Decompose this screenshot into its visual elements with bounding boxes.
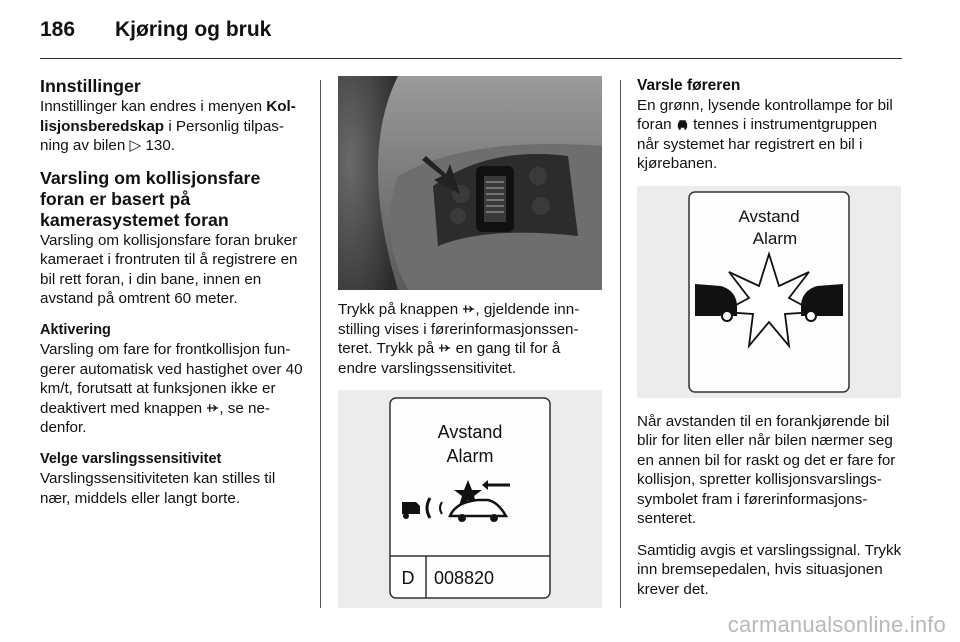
text: tennes i instrumentgruppen når systemet har registrert en bil i kjørebanen.: [637, 116, 878, 172]
column-1: [40, 76, 305, 520]
menu-name: Kollisjonsberedskap: [40, 98, 296, 135]
alarm-line-2: Alarm: [752, 228, 798, 248]
paragraph-warn-driver: [637, 96, 902, 174]
collision-alarm-illustration: [637, 186, 901, 398]
paragraph-settings: [40, 97, 305, 156]
text: Trykk på knappen: [338, 301, 463, 318]
heading-sensitivity: Velge varslingssensitivitet: [40, 450, 222, 467]
alarm-line-1: Avstand: [738, 206, 800, 226]
text: , se nedenfor.: [40, 399, 270, 436]
text: Varsling om fare for frontkollisjon fungerer automatisk ved hastighet over 40 km/t, forutsatt at funksjonen ikke er deaktivert med knappen: [40, 341, 303, 417]
display-line-2: Alarm: [446, 446, 494, 466]
column-2: [338, 76, 603, 608]
column-divider-1: [320, 80, 321, 608]
collision-alert-button-icon: [206, 402, 219, 414]
column-3: [637, 76, 902, 611]
odometer: 008820: [434, 568, 495, 588]
text: En grønn, lysende kontrollampe for bil foran: [637, 96, 893, 133]
paragraph-too-close: Når avstanden til en forankjørende bil blir for liten eller når bilen nærmer seg en annen bil for raskt og det er fare for kollisjon, spretter kollisjonsvarslingssymbolet fram i førerinformasjonssenteret.: [637, 412, 896, 527]
column-divider-2: [620, 80, 621, 608]
driver-info-display-illustration: [338, 390, 602, 608]
steering-wheel-illustration: [338, 76, 602, 290]
gear-indicator: D: [401, 568, 415, 588]
heading-warn-driver: Varsle føreren: [637, 77, 741, 94]
heading-warning: Varsling om kollisjonsfare foran er basert på kamerasystemet foran: [40, 167, 261, 230]
vehicle-ahead-indicator-icon: [676, 118, 689, 130]
text: i Personlig tilpasning av bilen: [40, 117, 284, 154]
collision-alert-button-icon: [462, 303, 475, 315]
paragraph-sensitivity: Varslingssensitiviteten kan stilles til nær, middels eller langt borte.: [40, 470, 276, 507]
heading-settings: Innstillinger: [40, 76, 141, 96]
header-rule: [40, 58, 902, 59]
page-number: 186: [40, 18, 76, 41]
paragraph-warning: Varsling om kollisjonsfare foran bruker kameraet i frontruten til å registrere en bil rett foran, i din bane, innen en avstand på omtrent 60 meter.: [40, 231, 298, 307]
page-ref-arrow-icon: ▷: [129, 137, 146, 154]
text: , gjeldende innstilling vises i førerinformasjonssenteret. Trykk på: [338, 301, 580, 357]
watermark: carmanualsonline.info: [727, 612, 946, 637]
display-line-1: Avstand: [437, 422, 503, 442]
paragraph-activation: [40, 340, 305, 438]
paragraph-button: [338, 300, 603, 378]
text: en gang til for å endre varslingssensitivitet.: [338, 340, 561, 377]
text: Innstillinger kan endres i menyen: [40, 98, 267, 115]
heading-activation: Aktivering: [40, 321, 111, 338]
page-title: Kjøring og bruk: [115, 18, 272, 41]
collision-alert-button-icon: [438, 342, 451, 354]
paragraph-signal: Samtidig avgis et varslingssignal. Trykk inn bremsepedalen, hvis situasjonen krever det.: [637, 541, 902, 598]
page-ref: 130.: [145, 137, 175, 154]
